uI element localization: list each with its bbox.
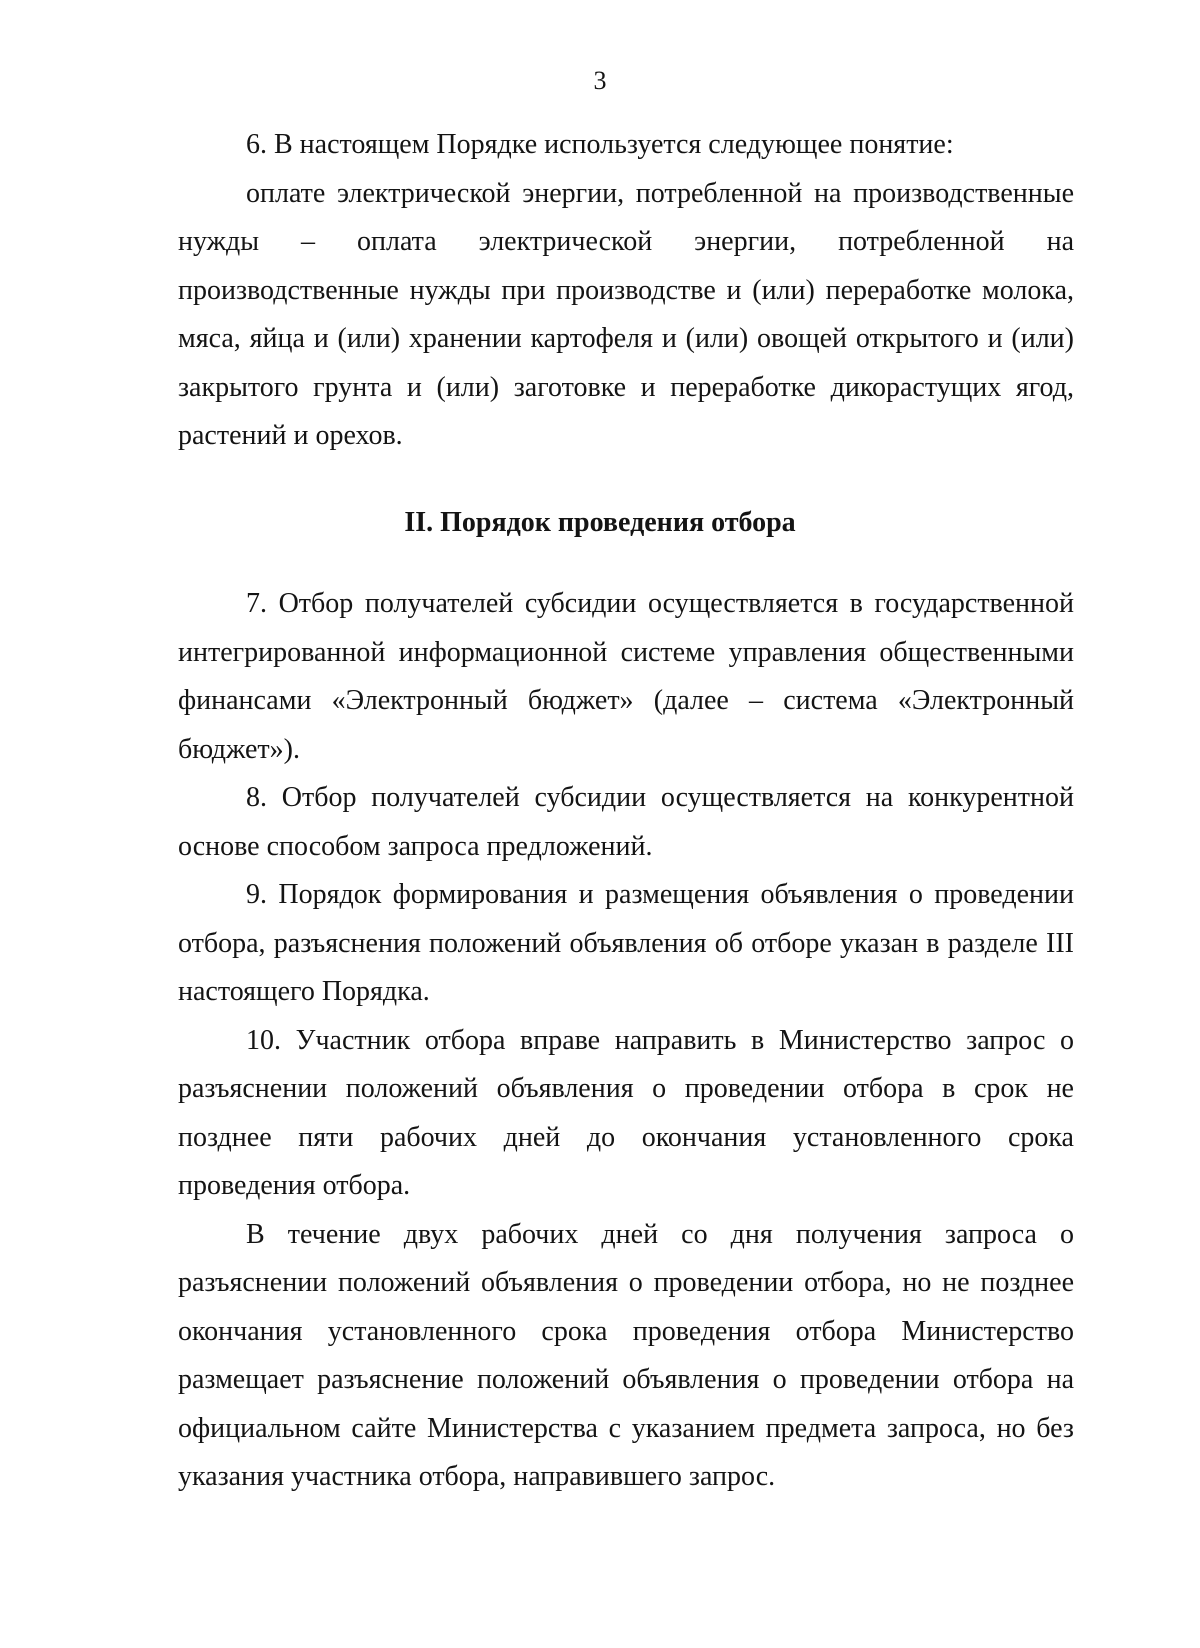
paragraph-10-continued: В течение двух рабочих дней со дня получения запроса о разъяснении положений объявления о проведении отбора, но не позднее окончания установленного срока проведения отбора Министерство размещает разъяснение положений объявления о проведении отбора на официальном сайте Министерства с указанием предмета запроса, но без указания участника отбора, направившего запрос. bbox=[178, 1218, 1074, 1492]
paragraph-8: 8. Отбор получателей субсидии осуществляется на конкурентной основе способом запроса предложений. bbox=[178, 782, 1074, 862]
section-2-body bbox=[178, 580, 1074, 1502]
paragraph-6-definition: оплате электрической энергии, потребленной на производственные нужды – оплата электрической энергии, потребленной на производственные нужды при производстве и (или) переработке молока, мяса, яйца и (или) хранении картофеля и (или) овощей открытого и (или) закрытого грунта и (или) заготовке и переработке дикорастущих ягод, растений и орехов. bbox=[178, 177, 1074, 451]
paragraph-7: 7. Отбор получателей субсидии осуществляется в государственной интегрированной информационной системе управления общественными финансами «Электронный бюджет» (далее – система «Электронный бюджет»). bbox=[178, 588, 1074, 765]
paragraph-9: 9. Порядок формирования и размещения объявления о проведении отбора, разъяснения положений объявления об отборе указан в разделе III настоящего Порядка. bbox=[178, 879, 1074, 1007]
section-2-heading: II. Порядок проведения отбора bbox=[404, 507, 796, 538]
paragraph-10: 10. Участник отбора вправе направить в Министерство запрос о разъяснении положений объявления о проведении отбора в срок не позднее пяти рабочих дней до окончания установленного срока проведения отбора. bbox=[178, 1024, 1074, 1201]
section-1-body bbox=[178, 121, 1074, 461]
paragraph-6-intro: 6. В настоящем Порядке используется следующее понятие: bbox=[246, 129, 954, 160]
page-number: 3 bbox=[593, 66, 607, 95]
